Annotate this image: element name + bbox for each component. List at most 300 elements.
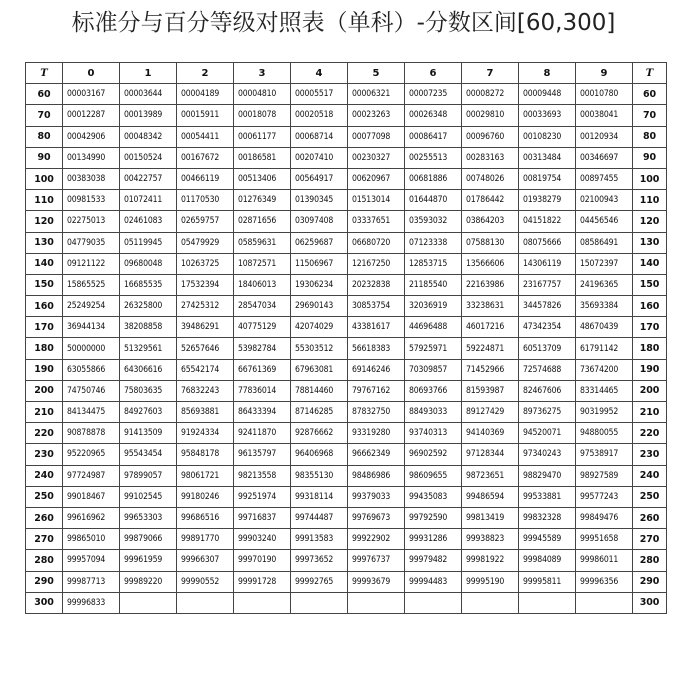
table-cell: 01276349 (234, 190, 291, 211)
table-cell: 10263725 (177, 253, 234, 274)
column-header: 6 (405, 63, 462, 84)
table-cell: 52657646 (177, 338, 234, 359)
table-cell: 00018078 (234, 105, 291, 126)
table-cell: 59224871 (462, 338, 519, 359)
table-cell: 97899057 (120, 465, 177, 486)
column-header: 4 (291, 63, 348, 84)
table-cell: 00015911 (177, 105, 234, 126)
table-cell: 00150524 (120, 147, 177, 168)
table-cell: 99903240 (234, 529, 291, 550)
table-cell: 98061721 (177, 465, 234, 486)
table-cell (462, 592, 519, 613)
table-cell: 05119945 (120, 232, 177, 253)
table-cell: 64306616 (120, 359, 177, 380)
table-cell: 30853754 (348, 296, 405, 317)
table-cell: 51329561 (120, 338, 177, 359)
table-cell: 42074029 (291, 317, 348, 338)
table-cell: 99913583 (291, 529, 348, 550)
table-cell: 27425312 (177, 296, 234, 317)
table-cell: 99991728 (234, 571, 291, 592)
table-cell: 67963081 (291, 359, 348, 380)
table-cell: 00207410 (291, 147, 348, 168)
table-cell: 00007235 (405, 84, 462, 105)
table-cell: 66761369 (234, 359, 291, 380)
table-cell: 15072397 (576, 253, 633, 274)
table-cell: 32036919 (405, 296, 462, 317)
table-cell: 55303512 (291, 338, 348, 359)
table-cell: 99957094 (63, 550, 120, 571)
table-cell (348, 592, 405, 613)
row-label-right: 60 (633, 84, 667, 105)
table-cell: 99318114 (291, 486, 348, 507)
table-cell: 19306234 (291, 274, 348, 295)
table-cell: 99251974 (234, 486, 291, 507)
table-cell: 00029810 (462, 105, 519, 126)
table-cell: 98355130 (291, 465, 348, 486)
table-cell (291, 592, 348, 613)
table-cell: 00042906 (63, 126, 120, 147)
table-cell: 92411870 (234, 423, 291, 444)
table-cell: 99986011 (576, 550, 633, 571)
table-cell (405, 592, 462, 613)
table-cell: 88493033 (405, 402, 462, 423)
table-cell: 00004189 (177, 84, 234, 105)
table-cell: 00120934 (576, 126, 633, 147)
table-cell: 00620967 (348, 168, 405, 189)
table-cell: 01644870 (405, 190, 462, 211)
table-cell: 01938279 (519, 190, 576, 211)
table-row (26, 317, 667, 338)
table-cell: 00422757 (120, 168, 177, 189)
table-cell: 99992765 (291, 571, 348, 592)
row-label-left: 90 (26, 147, 63, 168)
row-label-right: 300 (633, 592, 667, 613)
table-cell: 99686516 (177, 507, 234, 528)
table-cell: 99486594 (462, 486, 519, 507)
table-cell: 00513406 (234, 168, 291, 189)
row-label-right: 280 (633, 550, 667, 571)
row-label-left: 190 (26, 359, 63, 380)
table-cell: 90878878 (63, 423, 120, 444)
table-cell: 99984089 (519, 550, 576, 571)
table-cell: 08586491 (576, 232, 633, 253)
table-cell: 34457826 (519, 296, 576, 317)
table-cell: 00009448 (519, 84, 576, 105)
row-label-right: 80 (633, 126, 667, 147)
column-header: 9 (576, 63, 633, 84)
table-row (26, 168, 667, 189)
row-label-left: 140 (26, 253, 63, 274)
table-cell: 00283163 (462, 147, 519, 168)
table-cell: 07123338 (405, 232, 462, 253)
row-label-left: 130 (26, 232, 63, 253)
table-row (26, 359, 667, 380)
table-cell: 12853715 (405, 253, 462, 274)
corner-label-right: T (633, 63, 667, 84)
row-label-left: 220 (26, 423, 63, 444)
table-cell: 99993679 (348, 571, 405, 592)
table-cell: 14306119 (519, 253, 576, 274)
table-cell: 00020518 (291, 105, 348, 126)
table-cell: 93319280 (348, 423, 405, 444)
table-row (26, 147, 667, 168)
table-row (26, 253, 667, 274)
table-cell: 73674200 (576, 359, 633, 380)
row-label-left: 290 (26, 571, 63, 592)
table-cell: 61791142 (576, 338, 633, 359)
table-cell: 20232838 (348, 274, 405, 295)
row-label-left: 150 (26, 274, 63, 295)
table-cell (576, 592, 633, 613)
row-label-left: 110 (26, 190, 63, 211)
table-cell: 04779035 (63, 232, 120, 253)
table-cell: 99922902 (348, 529, 405, 550)
row-label-right: 250 (633, 486, 667, 507)
table-cell: 99995190 (462, 571, 519, 592)
row-label-right: 70 (633, 105, 667, 126)
table-cell: 98609655 (405, 465, 462, 486)
table-row (26, 84, 667, 105)
table-cell: 92876662 (291, 423, 348, 444)
table-cell: 82467606 (519, 380, 576, 401)
table-cell: 93740313 (405, 423, 462, 444)
table-row (26, 338, 667, 359)
table-cell: 35693384 (576, 296, 633, 317)
column-header: 8 (519, 63, 576, 84)
table-cell: 00748026 (462, 168, 519, 189)
table-cell: 96406968 (291, 444, 348, 465)
table-cell: 00167672 (177, 147, 234, 168)
table-cell: 99987713 (63, 571, 120, 592)
table-header-row (26, 63, 667, 84)
table-cell: 02275013 (63, 211, 120, 232)
table-cell: 99945589 (519, 529, 576, 550)
row-label-right: 220 (633, 423, 667, 444)
table-cell: 06259687 (291, 232, 348, 253)
table-cell: 00010780 (576, 84, 633, 105)
row-label-right: 240 (633, 465, 667, 486)
table-cell: 13566606 (462, 253, 519, 274)
table-cell: 99653303 (120, 507, 177, 528)
table-cell: 00003167 (63, 84, 120, 105)
table-cell: 22163986 (462, 274, 519, 295)
table-cell: 18406013 (234, 274, 291, 295)
row-label-right: 260 (633, 507, 667, 528)
table-cell: 00346697 (576, 147, 633, 168)
table-cell: 94880055 (576, 423, 633, 444)
table-cell: 74750746 (63, 380, 120, 401)
table-cell: 99102545 (120, 486, 177, 507)
table-cell: 95220965 (63, 444, 120, 465)
table-cell: 11506967 (291, 253, 348, 274)
row-label-left: 230 (26, 444, 63, 465)
table-cell: 00681886 (405, 168, 462, 189)
table-cell: 06680720 (348, 232, 405, 253)
table-cell: 95543454 (120, 444, 177, 465)
table-cell: 97128344 (462, 444, 519, 465)
row-label-right: 210 (633, 402, 667, 423)
table-cell: 33238631 (462, 296, 519, 317)
table-cell: 99996833 (63, 592, 120, 613)
table-cell: 99716837 (234, 507, 291, 528)
table-cell: 07588130 (462, 232, 519, 253)
table-cell: 87832750 (348, 402, 405, 423)
table-cell: 63055866 (63, 359, 120, 380)
table-cell: 91413509 (120, 423, 177, 444)
table-cell: 99970190 (234, 550, 291, 571)
row-label-right: 140 (633, 253, 667, 274)
table-cell: 86433394 (234, 402, 291, 423)
table-cell: 43381617 (348, 317, 405, 338)
column-header: 2 (177, 63, 234, 84)
row-label-left: 60 (26, 84, 63, 105)
table-row (26, 592, 667, 613)
column-header: 1 (120, 63, 177, 84)
table-cell: 81593987 (462, 380, 519, 401)
table-row (26, 507, 667, 528)
table-cell: 99769673 (348, 507, 405, 528)
table-cell: 99435083 (405, 486, 462, 507)
table-cell: 60513709 (519, 338, 576, 359)
table-cell (519, 592, 576, 613)
table-cell (234, 592, 291, 613)
table-cell: 00013989 (120, 105, 177, 126)
row-label-right: 230 (633, 444, 667, 465)
table-cell: 00230327 (348, 147, 405, 168)
table-cell: 01786442 (462, 190, 519, 211)
table-cell: 00054411 (177, 126, 234, 147)
percentile-table (25, 62, 667, 614)
table-cell: 00383038 (63, 168, 120, 189)
table-cell: 99533881 (519, 486, 576, 507)
table-cell: 77836014 (234, 380, 291, 401)
corner-label-left: T (26, 63, 63, 84)
table-cell: 99813419 (462, 507, 519, 528)
table-cell: 24196365 (576, 274, 633, 295)
table-row (26, 232, 667, 253)
row-label-right: 150 (633, 274, 667, 295)
table-cell: 48670439 (576, 317, 633, 338)
table-cell: 94140369 (462, 423, 519, 444)
table-cell: 99577243 (576, 486, 633, 507)
table-cell: 38208858 (120, 317, 177, 338)
table-cell: 40775129 (234, 317, 291, 338)
table-cell: 65542174 (177, 359, 234, 380)
table-cell: 00255513 (405, 147, 462, 168)
table-cell: 98486986 (348, 465, 405, 486)
table-row (26, 529, 667, 550)
row-label-right: 90 (633, 147, 667, 168)
row-label-left: 300 (26, 592, 63, 613)
table-cell: 90319952 (576, 402, 633, 423)
row-label-left: 160 (26, 296, 63, 317)
table-cell: 46017216 (462, 317, 519, 338)
table-cell: 84134475 (63, 402, 120, 423)
table-cell: 02100943 (576, 190, 633, 211)
row-label-right: 190 (633, 359, 667, 380)
table-cell: 99976737 (348, 550, 405, 571)
table-cell: 25249254 (63, 296, 120, 317)
table-cell: 98723651 (462, 465, 519, 486)
row-label-right: 180 (633, 338, 667, 359)
row-label-right: 270 (633, 529, 667, 550)
table-cell: 00048342 (120, 126, 177, 147)
table-cell: 00003644 (120, 84, 177, 105)
table-cell: 44696488 (405, 317, 462, 338)
table-cell: 00981533 (63, 190, 120, 211)
table-cell: 09680048 (120, 253, 177, 274)
table-cell: 99744487 (291, 507, 348, 528)
table-cell: 21185540 (405, 274, 462, 295)
table-row (26, 105, 667, 126)
table-cell: 99938823 (462, 529, 519, 550)
table-cell: 80693766 (405, 380, 462, 401)
table-cell: 00008272 (462, 84, 519, 105)
table-cell: 79767162 (348, 380, 405, 401)
table-cell: 96135797 (234, 444, 291, 465)
table-cell: 00313484 (519, 147, 576, 168)
row-label-right: 100 (633, 168, 667, 189)
table-cell: 00564917 (291, 168, 348, 189)
table-cell: 00012287 (63, 105, 120, 126)
table-cell: 00466119 (177, 168, 234, 189)
table-cell: 95848178 (177, 444, 234, 465)
table-cell: 03097408 (291, 211, 348, 232)
table-cell: 16685535 (120, 274, 177, 295)
table-row (26, 402, 667, 423)
table-cell: 12167250 (348, 253, 405, 274)
table-cell: 00086417 (405, 126, 462, 147)
table-cell: 72574688 (519, 359, 576, 380)
column-header: 5 (348, 63, 405, 84)
table-row (26, 274, 667, 295)
table-row (26, 465, 667, 486)
table-cell: 99973652 (291, 550, 348, 571)
table-cell: 98829470 (519, 465, 576, 486)
table-cell: 56618383 (348, 338, 405, 359)
table-cell: 99989220 (120, 571, 177, 592)
table-cell: 99879066 (120, 529, 177, 550)
table-cell: 94520071 (519, 423, 576, 444)
table-row (26, 444, 667, 465)
table-cell: 99379033 (348, 486, 405, 507)
table-cell: 00006321 (348, 84, 405, 105)
table-cell: 99931286 (405, 529, 462, 550)
table-cell: 05479929 (177, 232, 234, 253)
table-cell: 71452966 (462, 359, 519, 380)
table-cell (177, 592, 234, 613)
row-label-right: 120 (633, 211, 667, 232)
table-cell: 00005517 (291, 84, 348, 105)
table-cell: 00186581 (234, 147, 291, 168)
table-cell: 00004810 (234, 84, 291, 105)
row-label-left: 170 (26, 317, 63, 338)
table-cell: 02461083 (120, 211, 177, 232)
column-header: 0 (63, 63, 120, 84)
table-cell: 00068714 (291, 126, 348, 147)
row-label-right: 110 (633, 190, 667, 211)
table-cell: 09121122 (63, 253, 120, 274)
table-cell: 99849476 (576, 507, 633, 528)
table-cell: 83314465 (576, 380, 633, 401)
row-label-right: 290 (633, 571, 667, 592)
table-cell: 99616962 (63, 507, 120, 528)
table-cell: 00077098 (348, 126, 405, 147)
row-label-left: 70 (26, 105, 63, 126)
table-row (26, 423, 667, 444)
table-cell: 99996356 (576, 571, 633, 592)
table-cell: 99995811 (519, 571, 576, 592)
table-cell: 85693881 (177, 402, 234, 423)
table-cell: 05859631 (234, 232, 291, 253)
table-cell: 57925971 (405, 338, 462, 359)
table-row (26, 190, 667, 211)
table-row (26, 211, 667, 232)
table-cell: 69146246 (348, 359, 405, 380)
row-label-left: 120 (26, 211, 63, 232)
table-cell: 15865525 (63, 274, 120, 295)
table-cell: 00134990 (63, 147, 120, 168)
table-row (26, 486, 667, 507)
table-cell: 96902592 (405, 444, 462, 465)
table-cell: 00038041 (576, 105, 633, 126)
row-label-right: 170 (633, 317, 667, 338)
table-cell: 98213558 (234, 465, 291, 486)
table-cell: 98927589 (576, 465, 633, 486)
table-cell: 10872571 (234, 253, 291, 274)
table-cell: 89127429 (462, 402, 519, 423)
table-cell: 01170530 (177, 190, 234, 211)
table-cell: 99792590 (405, 507, 462, 528)
row-label-left: 180 (26, 338, 63, 359)
table-cell: 47342354 (519, 317, 576, 338)
table-cell: 08075666 (519, 232, 576, 253)
column-header: 3 (234, 63, 291, 84)
table-cell: 04151822 (519, 211, 576, 232)
row-label-left: 250 (26, 486, 63, 507)
table-cell: 53982784 (234, 338, 291, 359)
table-cell: 02659757 (177, 211, 234, 232)
table-cell: 03337651 (348, 211, 405, 232)
table-cell (120, 592, 177, 613)
table-row (26, 296, 667, 317)
table-cell: 99990552 (177, 571, 234, 592)
table-cell: 03864203 (462, 211, 519, 232)
row-label-left: 260 (26, 507, 63, 528)
table-cell: 00897455 (576, 168, 633, 189)
column-header: 7 (462, 63, 519, 84)
table-row (26, 126, 667, 147)
table-cell: 00026348 (405, 105, 462, 126)
table-cell: 00061177 (234, 126, 291, 147)
row-label-left: 100 (26, 168, 63, 189)
table-row (26, 571, 667, 592)
table-cell: 84927603 (120, 402, 177, 423)
table-cell: 97724987 (63, 465, 120, 486)
table-body (26, 84, 667, 614)
row-label-right: 200 (633, 380, 667, 401)
table-cell: 00819754 (519, 168, 576, 189)
table-cell: 99180246 (177, 486, 234, 507)
table-cell: 17532394 (177, 274, 234, 295)
table-cell: 87146285 (291, 402, 348, 423)
table-cell: 03593032 (405, 211, 462, 232)
table-cell: 99981922 (462, 550, 519, 571)
table-row (26, 550, 667, 571)
table-cell: 70309857 (405, 359, 462, 380)
table-cell: 78814460 (291, 380, 348, 401)
table-cell: 02871656 (234, 211, 291, 232)
